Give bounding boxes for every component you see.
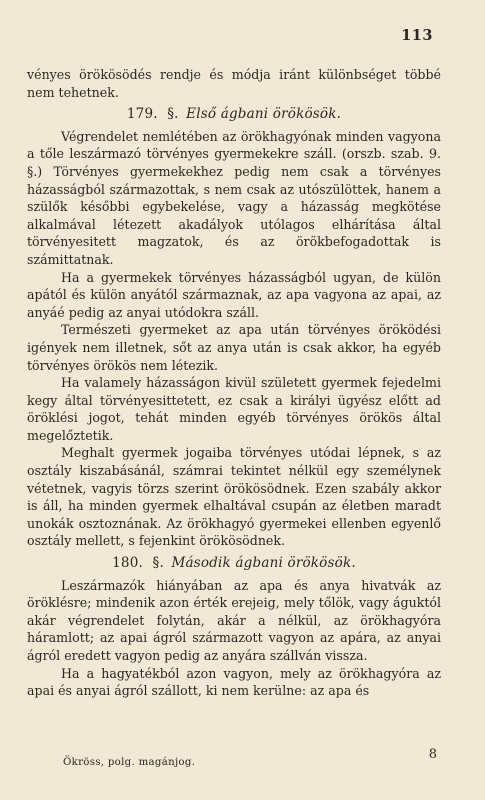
paragraph-continuation: vényes örökösödés rendje és módja iránt különbséget többé nem tehetnek.: [27, 67, 441, 100]
sheet-signature-number: 8: [428, 747, 437, 762]
section-sign: §.: [152, 555, 164, 572]
paragraph: Ha a hagyatékból azon vagyon, mely az örökhagyóra az apai és anyai ágról szállott, ki nem kerülne: az apa és: [27, 665, 441, 699]
paragraph: Leszármazók hiányában az apa és anya hivatvák az öröklésre; mindenik azon érték erejeig, mely tőlök, vagy águktól akár végrendelet folytán, akár a nélkül, az örökhagyóra háramlott; az apai ágról származott vagyon az apára, az anyai ágról eredett vagyon pedig az anyára szállván vissza.: [27, 577, 441, 663]
paragraph: Ha valamely házasságon kivül született gyermek fejedelmi kegy által törvényesittetett, ez csak a királyi ügyész előtt ad öröklési jogot, tehát minden egyéb törvényes örökös által megelőztetik.: [27, 375, 441, 443]
paragraph: Természeti gyermeket az apa után törvényes öröködési igények nem illetnek, sőt az anya után is csak akkor, ha egyéb törvényes örökös nem létezik.: [27, 322, 441, 373]
section-sign: §.: [167, 106, 179, 123]
section-heading-180: [27, 555, 441, 573]
section-number: 179.: [126, 106, 158, 123]
paragraph: Végrendelet nemlétében az örökhagyónak minden vagyona a tőle leszármazó törvényes gyermekekre száll. (orszb. szab. 9. §.) Törvényes gyermekekhez pedig nem csak a törvényes házasságból származottak, s nem csak az utószülöttek, hanem a szülők későbbi egybekelése, vagy a házasság megkötése alkalmával létezett akadályok utólagos elhárítása által törvényesitett magzatok, és az örökbefogadottak is számittatnak.: [27, 128, 441, 267]
page-body: [27, 66, 441, 700]
section-number: 180.: [112, 555, 143, 572]
section-heading-179: [27, 106, 441, 124]
page-footer: [63, 747, 449, 774]
paragraph: Ha a gyermekek törvényes házasságból ugyan, de külön apától és külön anyától származnak, az apa vagyona az apai, az anyáé pedig az anyai utódokra száll.: [27, 269, 441, 320]
section-title: Első ágbani örökösök.: [186, 106, 342, 123]
page-number: 113: [401, 27, 433, 44]
paragraph: Meghalt gyermek jogaiba törvényes utódai lépnek, s az osztály kiszabásánál, számrai tekintet nélkül egy személynek vétetnek, vagyis törzs szerint örökösödnek. Ezen szabály akkor is áll, ha minden gyermek elhaltával csupán az életben maradt unokák osztoznának. Az örökhagyó gyermekei ellenben egyenlő osztály mellett, s fejenkint örökösödnek.: [27, 445, 441, 549]
section-title: Második ágbani örökösök.: [171, 555, 356, 572]
footer-signature: Ökröss, polg. magánjog.: [63, 757, 196, 768]
